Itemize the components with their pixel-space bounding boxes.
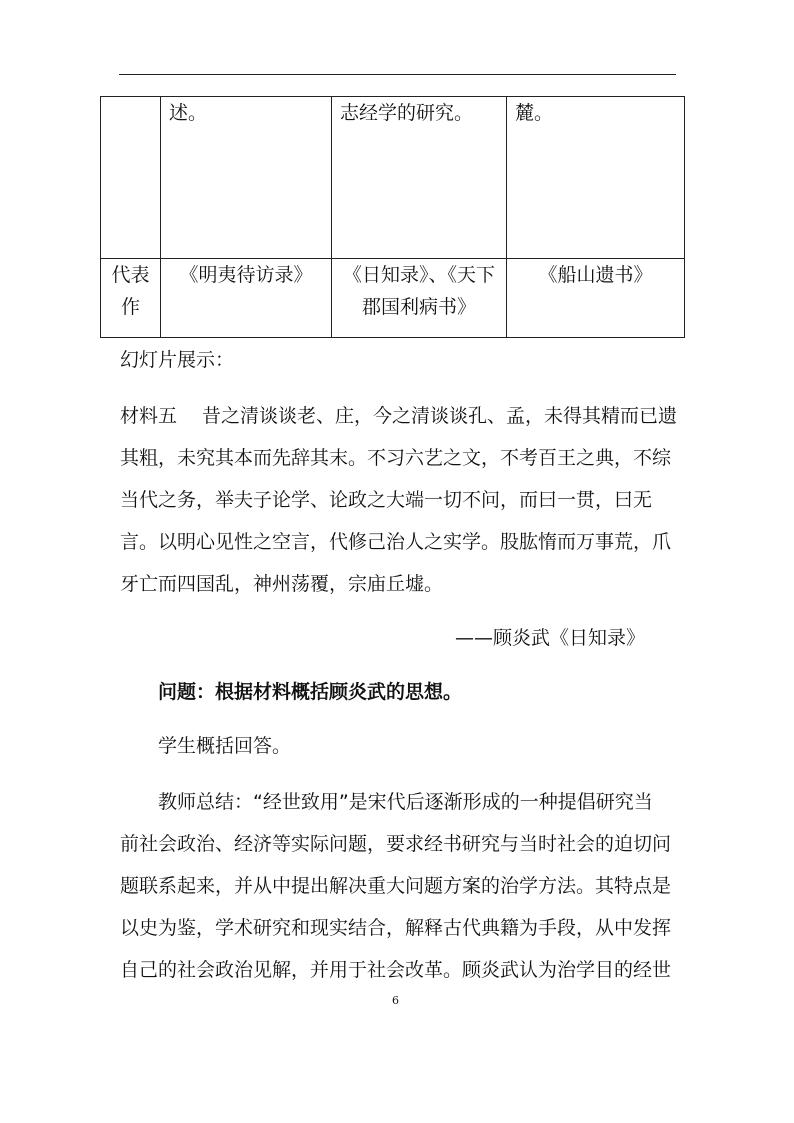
material-line: 当代之务，举夫子论学、论政之大端一切不问，而曰一贯，曰无	[120, 489, 653, 511]
material-line: 言。以明心见性之空言，代修己治人之实学。股肱惰而万事荒，爪	[120, 531, 672, 553]
header-rule	[119, 74, 676, 75]
table-row	[101, 259, 685, 338]
gu-yanwu-works: 《日知录》、《天下郡国利病书》	[332, 259, 507, 338]
material-line: 材料五 昔之清谈谈老、庄，今之清谈谈孔、孟，未得其精而已遗	[120, 405, 678, 427]
table-row	[101, 97, 685, 259]
material-line: 其粗，未究其本而先辞其末。不习六艺之文，不考百王之典，不综	[120, 447, 672, 469]
material-line: 牙亡而四国乱，神州荡覆，宗庙丘墟。	[120, 573, 444, 595]
question: 问题：根据材料概括顾炎武的思想。	[158, 681, 463, 703]
huang-zongxi-cell: 述。	[161, 97, 332, 259]
student-answer: 学生概括回答。	[158, 735, 292, 757]
huang-zongxi-works: 《明夷待访录》	[161, 259, 332, 338]
summary-line: 前社会政治、经济等实际问题，要求经书研究与当时社会的迫切问	[120, 833, 672, 855]
row-label	[101, 97, 161, 259]
wang-fuzhi-works: 《船山遗书》	[507, 259, 685, 338]
wang-fuzhi-cell: 麓。	[507, 97, 685, 259]
summary-line: 自己的社会政治见解，并用于社会改革。顾炎武认为治学目的经世	[120, 959, 672, 981]
material-source: ——顾炎武《日知录》	[455, 627, 646, 649]
summary-line: 题联系起来，并从中提出解决重大问题方案的治学方法。其特点是	[120, 875, 672, 897]
gu-yanwu-cell: 志经学的研究。	[332, 97, 507, 259]
summary-line: 教师总结：“经世致用”是宋代后逐渐形成的一种提倡研究当	[158, 791, 653, 813]
thinkers-table	[100, 96, 685, 338]
row-label-representative-works: 代表作	[101, 259, 161, 338]
summary-line: 以史为鉴，学术研究和现实结合，解释古代典籍为手段，从中发挥	[120, 917, 672, 939]
slide-title: 幻灯片展示：	[120, 349, 235, 371]
page-number: 6	[392, 994, 399, 1007]
